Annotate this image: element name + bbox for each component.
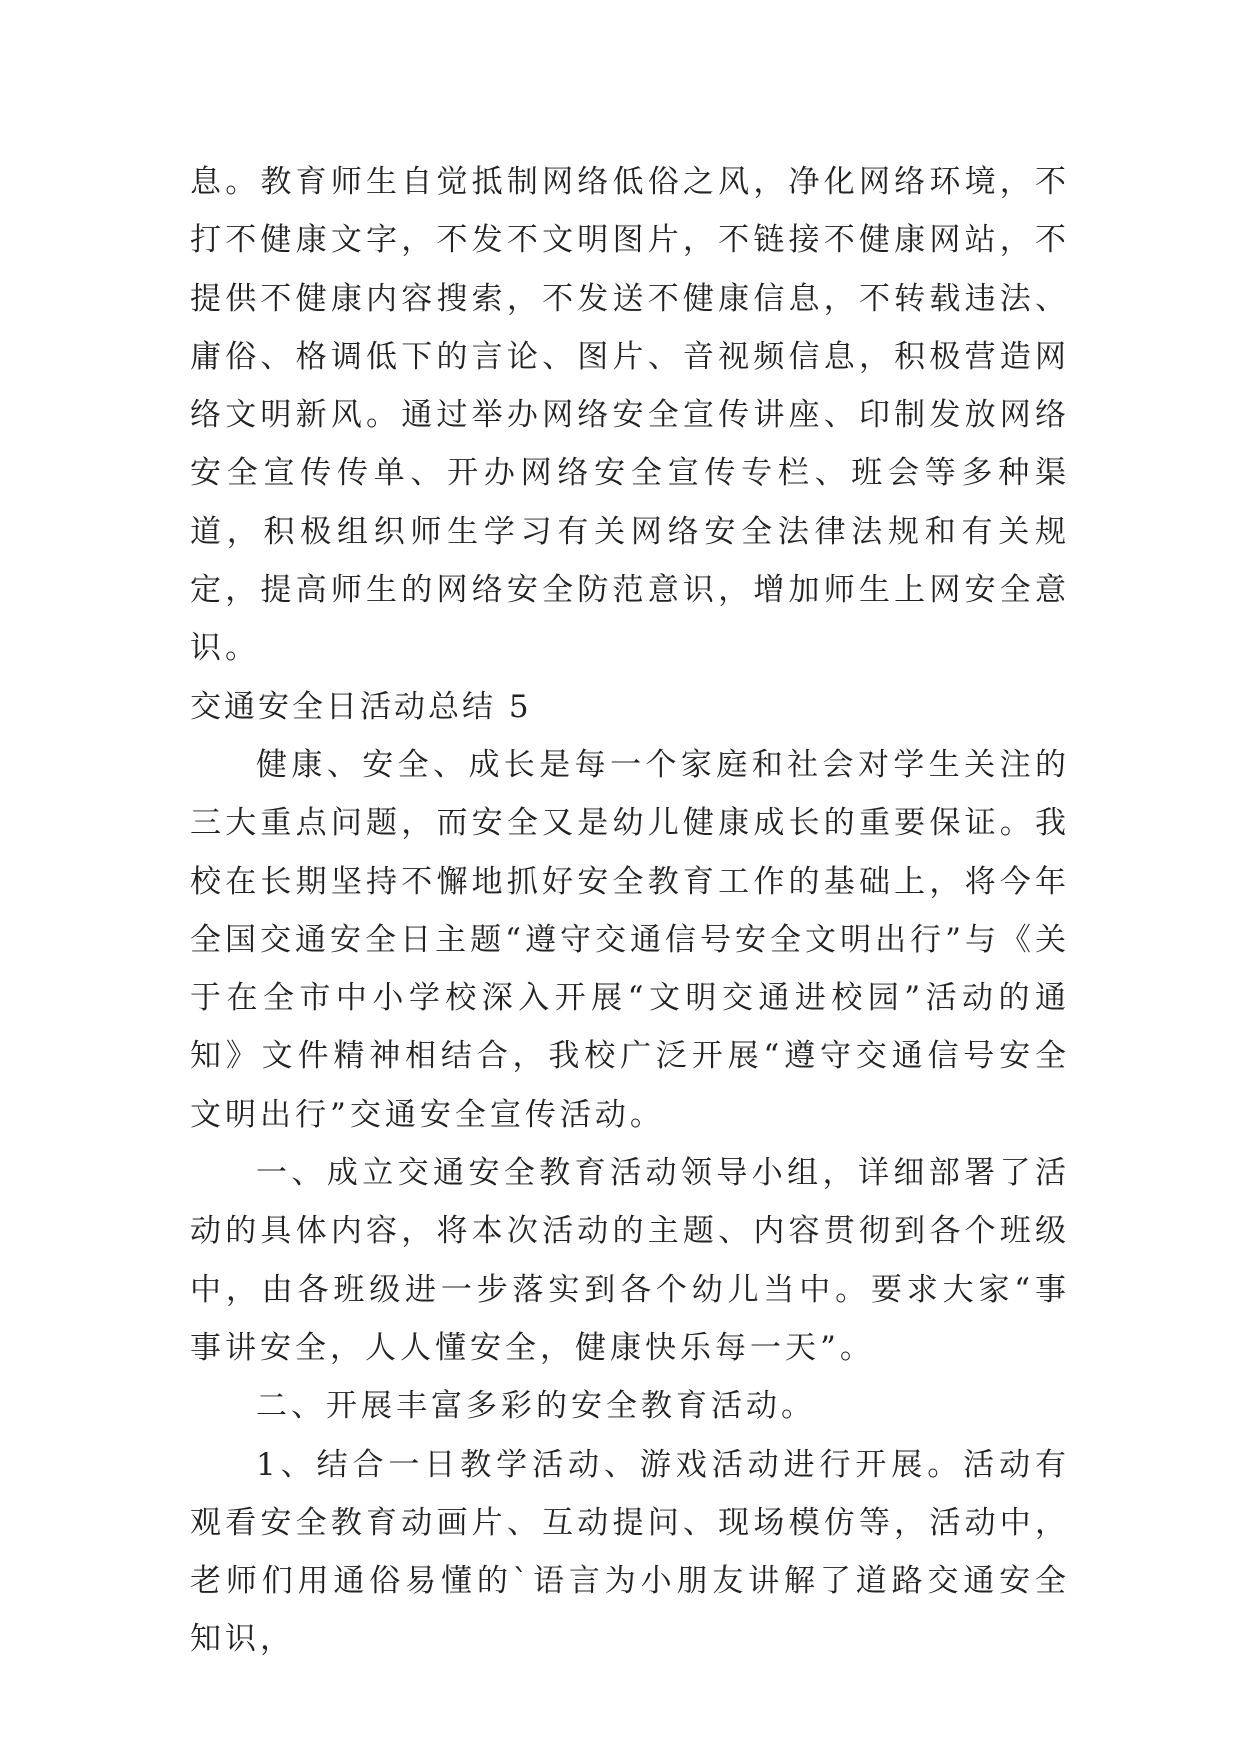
- paragraph-network-safety: 息。教育师生自觉抵制网络低俗之风，净化网络环境，不打不健康文字，不发不文明图片，不链接不健康网站，不提供不健康内容搜索，不发送不健康信息，不转载违法、庸俗、格调低下的言论、图片、音视频信息，积极营造网络文明新风。通过举办网络安全宣传讲座、印制发放网络安全宣传传单、开办网络安全宣传专栏、班会等多种渠道，积极组织师生学习有关网络安全法律法规和有关规定，提高师生的网络安全防范意识，增加师生上网安全意识。: [190, 164, 1070, 667]
- paragraph-intro: 健康、安全、成长是每一个家庭和社会对学生关注的三大重点问题，而安全又是幼儿健康成长的重要保证。我校在长期坚持不懈地抓好安全教育工作的基础上，将今年全国交通安全日主题“遵守交通信号安全文明出行”与《关于在全市中小学校深入开展“文明交通进校园”活动的通知》文件精神相结合，我校广泛开展“遵守交通信号安全文明出行”交通安全宣传活动。: [190, 746, 1070, 1133]
- paragraph-activities-heading: 二、开展丰富多彩的安全教育活动。: [256, 1388, 816, 1425]
- paragraph-leadership-group: 一、成立交通安全教育活动领导小组，详细部署了活动的具体内容，将本次活动的主题、内容贯彻到各个班级中，由各班级进一步落实到各个幼儿当中。要求大家“事事讲安全，人人懂安全，健康快乐每一天”。: [190, 1155, 1070, 1366]
- document-body: [190, 153, 1070, 1669]
- section-heading: 交通安全日活动总结 5: [190, 688, 532, 725]
- paragraph-daily-activities: 1、结合一日教学活动、游戏活动进行开展。活动有观看安全教育动画片、互动提问、现场模仿等，活动中，老师们用通俗易懂的`语言为小朋友讲解了道路交通安全知识，: [190, 1446, 1070, 1658]
